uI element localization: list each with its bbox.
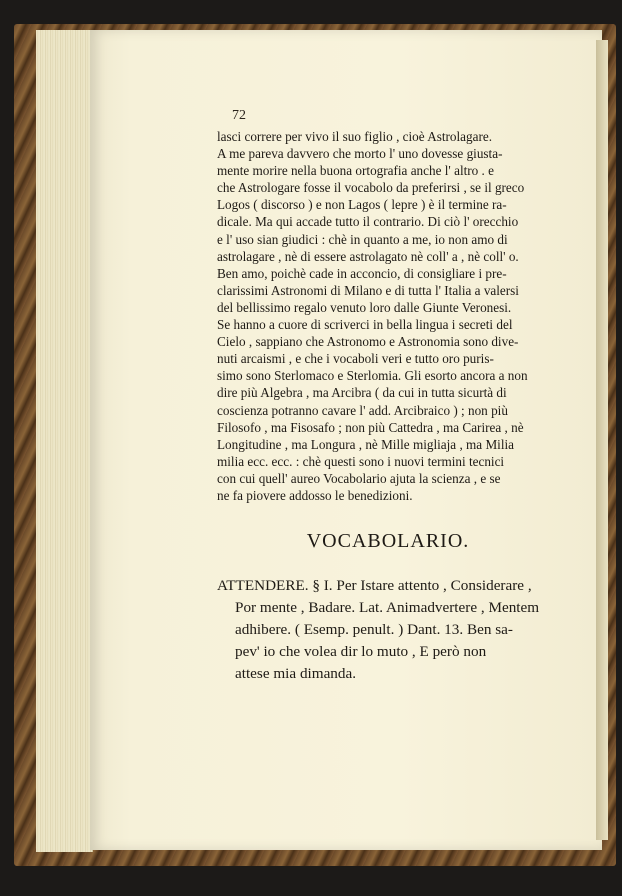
text-line: ne fa piovere addosso le benedizioni. xyxy=(217,487,413,503)
entry-line: ATTENDERE. § I. Per Istare attento , Considerare , xyxy=(217,577,532,594)
text-line: astrolagare , nè di essere astrolagato nè coll' a , nè coll' o. xyxy=(217,248,519,264)
text-line: mente morire nella buona ortografia anche l' altro . e xyxy=(217,163,494,179)
text-line: con cui quell' aureo Vocabolario ajuta la scienza , e se xyxy=(217,470,501,486)
text-line: clarissimi Astronomi di Milano e di tutta l' Italia a valersi xyxy=(217,282,519,298)
text-line: simo sono Sterlomaco e Sterlomia. Gli esorto ancora a non xyxy=(217,368,528,384)
text-line: Cielo , sappiano che Astronomo e Astronomia sono dive- xyxy=(217,334,519,350)
text-line: Ben amo, poichè cade in acconcio, di consigliare i pre- xyxy=(217,265,507,281)
text-line: che Astrologare fosse il vocabolo da preferirsi , se il greco xyxy=(217,180,525,196)
text-line: e l' uso sian giudici : chè in quanto a me, io non amo di xyxy=(217,231,508,247)
entry-line: attese mia dimanda. xyxy=(235,665,357,682)
text-line: coscienza potranno cavare l' add. Arcibraico ) ; non più xyxy=(217,402,508,418)
section-title: VOCABOLARIO. xyxy=(306,530,470,552)
body-text xyxy=(217,128,559,504)
page-number: 72 xyxy=(232,108,246,123)
text-line: dicale. Ma qui accade tutto il contrario. Di ciò l' orecchio xyxy=(217,214,519,230)
page-edges xyxy=(36,30,93,852)
text-line: nuti arcaismi , e che i vocaboli veri e tutto oro puris- xyxy=(217,351,494,367)
text-line: Longitudine , ma Longura , nè Mille migliaja , ma Milia xyxy=(217,436,515,452)
entry-line: adhibere. ( Esemp. penult. ) Dant. 13. Ben sa- xyxy=(235,621,513,638)
text-line: dire più Algebra , ma Arcibra ( da cui in tutta sicurtà di xyxy=(217,385,507,401)
text-line: milia ecc. ecc. : chè questi sono i nuovi termini tecnici xyxy=(217,453,505,469)
text-line: A me pareva davvero che morto l' uno dovesse giusta- xyxy=(217,146,503,162)
text-line: lasci correre per vivo il suo figlio , cioè Astrolagare. xyxy=(217,129,493,144)
entry-line: Por mente , Badare. Lat. Animadvertere , Mentem xyxy=(235,599,540,616)
text-line: Se hanno a cuore di scriverci in bella lingua i secreti del xyxy=(217,317,513,333)
entry-line: pev' io che volea dir lo muto , E però non xyxy=(235,643,487,660)
text-line: Filosofo , ma Fisosafo ; non più Cattedra , ma Carirea , nè xyxy=(217,419,524,435)
dictionary-entry xyxy=(217,575,559,685)
facing-page-edge xyxy=(596,40,608,840)
text-line: Logos ( discorso ) e non Lagos ( lepre ) è il termine ra- xyxy=(217,197,507,213)
text-line: del bellissimo regalo venuto loro dalle Giunte Veronesi. xyxy=(217,299,512,315)
